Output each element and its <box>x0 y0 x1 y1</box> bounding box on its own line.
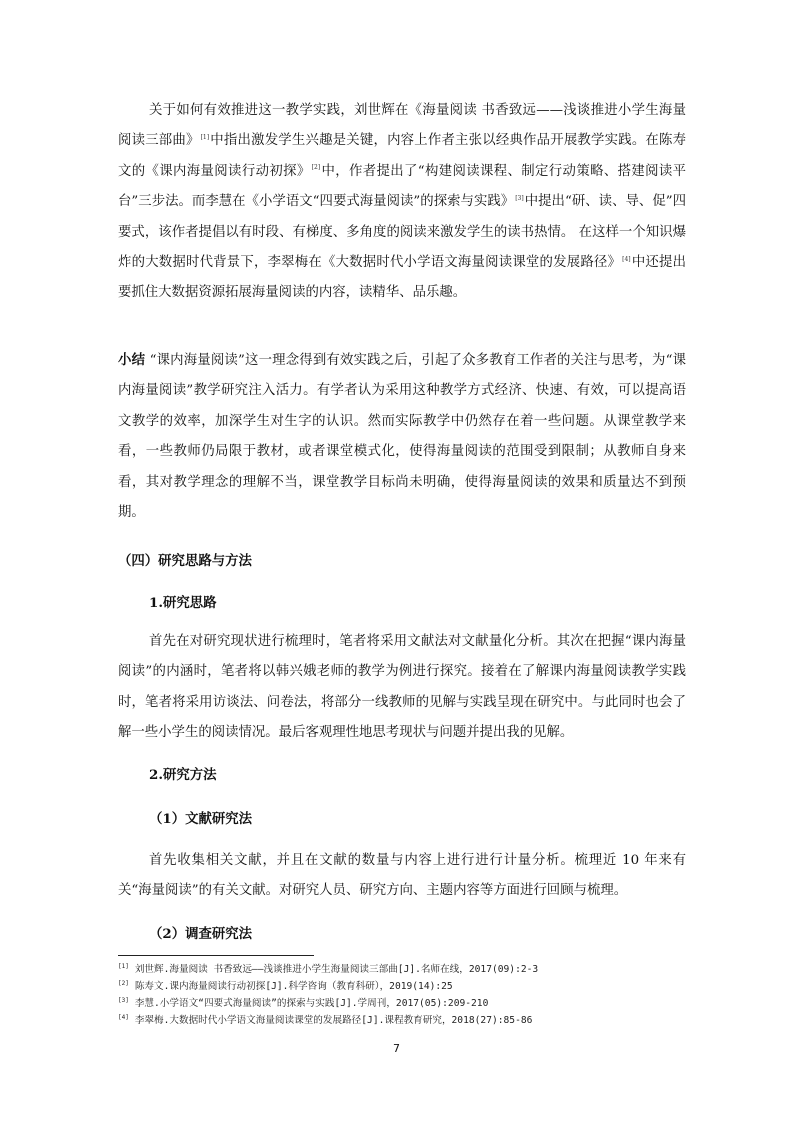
para-text: 中提出“研、读、导、促”四要式，该作者提倡以有时段、有梯度、多角度的阅读来激发学生的读书热情。 在这样一个知识爆炸的大数据时代背景下，李翠梅在《大数据时代小学语文海量阅读课堂的发展路径》 <box>118 194 686 271</box>
summary-label: 小结 <box>118 352 146 368</box>
citation-ref-1[interactable]: [1] <box>200 133 210 141</box>
footnote <box>118 962 538 978</box>
page-number: 7 <box>393 1042 400 1055</box>
citation-ref-3[interactable]: [3] <box>515 194 524 202</box>
para-text: 中指出激发学生兴趣是关键，内容上作者主张以经典作品开展教学实践。在陈寿文的《课内海量阅读行动初探》 <box>118 133 687 179</box>
literature-review-paragraph <box>118 96 686 309</box>
subsection-heading: 2.研究方法 <box>149 767 217 783</box>
footnote <box>118 979 453 995</box>
summary-paragraph <box>118 345 686 528</box>
para-text: 关于如何有效推进这一教学实践，刘世辉在《海量阅读 书香致远——浅谈推进小学生海量阅读三部曲》 <box>118 103 686 149</box>
footnote-mark: [2] <box>118 979 129 987</box>
footnote-divider <box>118 955 314 956</box>
citation-ref-4[interactable]: [4] <box>622 255 631 263</box>
section-heading: （四）研究思路与方法 <box>118 553 252 569</box>
citation-ref-2[interactable]: [2] <box>311 164 321 172</box>
footnote-text: 陈寿文.课内海量阅读行动初探[J].科学咨询（教育科研），2019(14):25 <box>134 981 453 992</box>
subsection-heading: 1.研究思路 <box>149 595 217 611</box>
research-approach-paragraph: 首先在对研究现状进行梳理时，笔者将采用文献法对文献量化分析。其次在把握“课内海量阅读”的内涵时，笔者将以韩兴娥老师的教学为例进行探究。接着在了解课内海量阅读教学实践时，笔者将采用访谈法、问卷法，将部分一线教师的见解与实践呈现在研究中。与此同时也会了解一些小学生的阅读情况。最后客观理性地思考现状与问题并提出我的见解。 <box>118 634 686 741</box>
para-text: 中还提出要抓住大数据资源拓展海量阅读的内容，读精华、品乐趣。 <box>118 255 686 301</box>
footnote <box>118 996 488 1012</box>
footnote-mark: [3] <box>118 996 129 1004</box>
footnote <box>118 1013 532 1029</box>
footnote-text: 李翠梅.大数据时代小学语文海量阅读课堂的发展路径[J].课程教育研究，2018(27):85-86 <box>134 1015 533 1026</box>
method-heading: （2）调查研究法 <box>149 926 253 942</box>
footnote-mark: [1] <box>118 962 129 970</box>
footnote-text: 李慧.小学语文“四要式海量阅读”的探索与实践[J].学周刊，2017(05):209-210 <box>134 998 489 1009</box>
literature-method-paragraph: 首先收集相关文献，并且在文献的数量与内容上进行进行计量分析。梳理近 10 年来有关“海量阅读”的有关文献。对研究人员、研究方向、主题内容等方面进行回顾与梳理。 <box>118 853 686 899</box>
footnote-text: 刘世辉.海量阅读 书香致远——浅谈推进小学生海量阅读三部曲[J].名师在线，2017(09):2-3 <box>134 964 539 975</box>
para-text: 中，作者提出了“构建阅读课程、制定行动策略、搭建阅读平台”三步法。而李慧在《小学语文“四要式海量阅读”的探索与实践》 <box>118 163 687 210</box>
footnote-mark: [4] <box>118 1013 129 1021</box>
summary-text: “课内海量阅读”这一理念得到有效实践之后，引起了众多教育工作者的关注与思考，为“课内海量阅读”教学研究注入活力。有学者认为采用这种教学方式经济、快速、有效，可以提高语文教学的效率，加深学生对生字的认识。然而实际教学中仍然存在着一些问题。从课堂教学来看，一些教师仍局限于教材，或者课堂模式化，使得海量阅读的范围受到限制；从教师自身来看，其对教学理念的理解不当，课堂教学目标尚未明确，使得海量阅读的效果和质量达不到预期。 <box>118 353 687 521</box>
method-heading: （1）文献研究法 <box>149 811 253 827</box>
